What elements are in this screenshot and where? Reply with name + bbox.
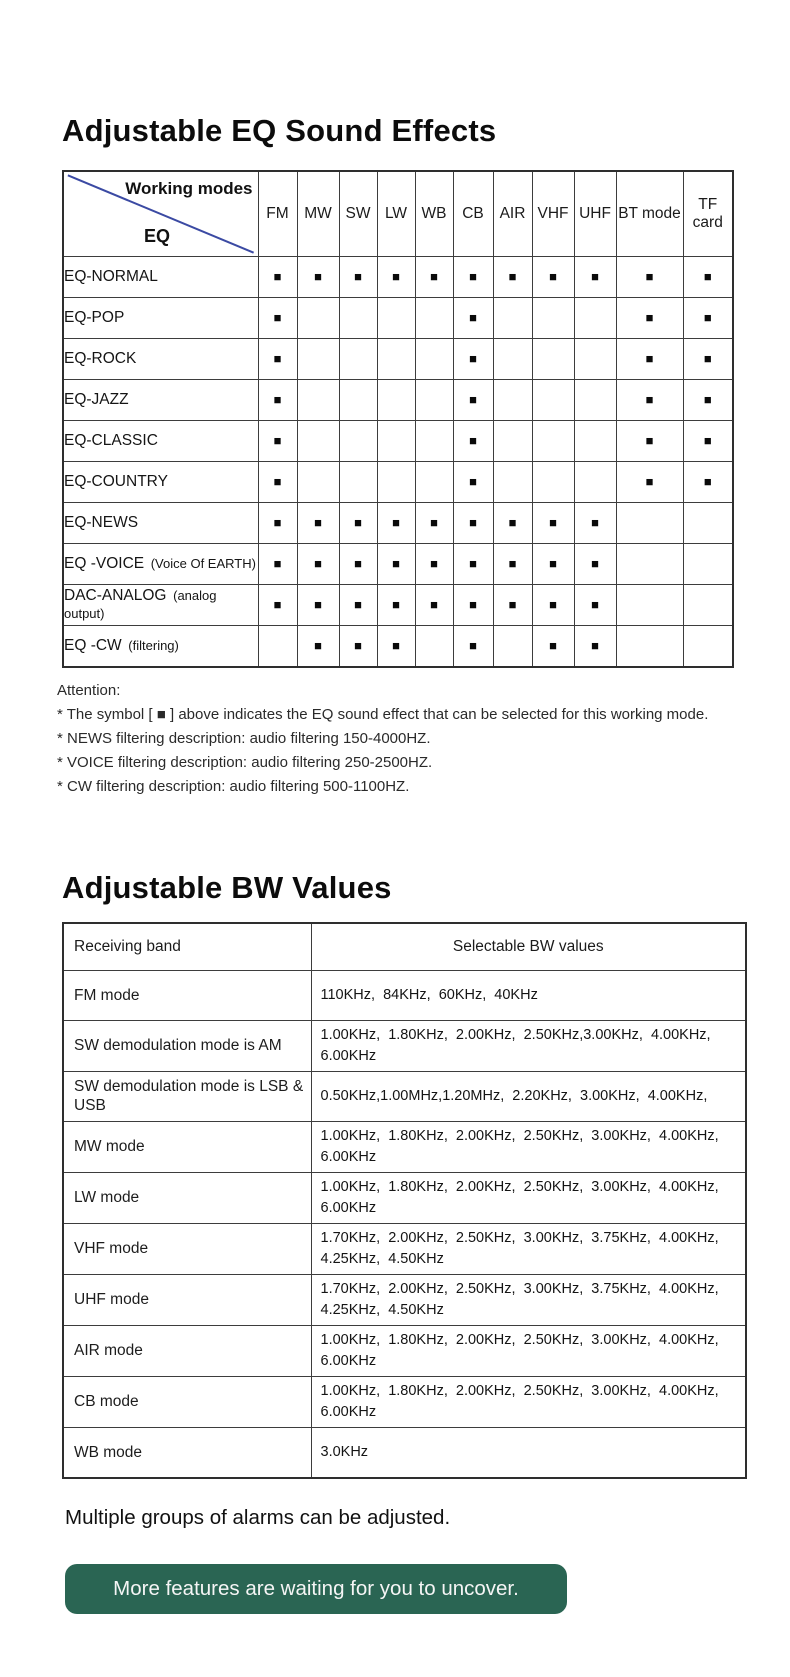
eq-mark-cell: ■ bbox=[453, 420, 493, 461]
eq-mark-cell: ■ bbox=[683, 338, 733, 379]
eq-row-label-text: DAC-ANALOG bbox=[64, 586, 167, 604]
eq-row-label bbox=[63, 502, 258, 543]
eq-mark-cell: ■ bbox=[574, 543, 616, 584]
eq-column-header: VHF bbox=[532, 171, 574, 257]
eq-mark-cell bbox=[339, 420, 377, 461]
eq-table-row bbox=[63, 297, 733, 338]
eq-mark-cell bbox=[493, 625, 532, 667]
bw-band-cell: MW mode bbox=[63, 1121, 311, 1172]
eq-column-header: WB bbox=[415, 171, 453, 257]
eq-row-label bbox=[63, 338, 258, 379]
bw-band-cell: SW demodulation mode is AM bbox=[63, 1020, 311, 1071]
eq-mark-cell: ■ bbox=[453, 625, 493, 667]
eq-mark-cell: ■ bbox=[616, 461, 683, 502]
eq-mark-cell: ■ bbox=[453, 256, 493, 297]
attention-line: * CW filtering description: audio filtering 500-1100HZ. bbox=[57, 777, 410, 795]
eq-table-row bbox=[63, 543, 733, 584]
bw-table-row bbox=[63, 1274, 746, 1325]
eq-row-label bbox=[63, 625, 258, 667]
eq-mark-cell: ■ bbox=[493, 584, 532, 625]
bw-header-receiving-band: Receiving band bbox=[63, 923, 311, 971]
attention-line: * VOICE filtering description: audio filtering 250-2500HZ. bbox=[57, 753, 433, 771]
eq-mark-cell bbox=[616, 584, 683, 625]
bw-table-row bbox=[63, 1020, 746, 1071]
eq-column-header: MW bbox=[297, 171, 339, 257]
attention-line: * The symbol [ ■ ] above indicates the EQ sound effect that can be selected for this working mode. bbox=[57, 705, 709, 723]
eq-mark-cell bbox=[377, 338, 415, 379]
eq-column-header: AIR bbox=[493, 171, 532, 257]
eq-mark-cell bbox=[574, 461, 616, 502]
eq-row-label-text: EQ-NEWS bbox=[64, 513, 139, 531]
eq-mark-cell: ■ bbox=[258, 543, 297, 584]
eq-mark-cell bbox=[493, 379, 532, 420]
eq-mark-cell bbox=[574, 297, 616, 338]
bw-section-title: Adjustable BW Values bbox=[62, 869, 392, 905]
eq-table-head bbox=[63, 171, 733, 257]
eq-mark-cell bbox=[415, 338, 453, 379]
eq-column-header: FM bbox=[258, 171, 297, 257]
eq-mark-cell bbox=[616, 625, 683, 667]
eq-mark-cell: ■ bbox=[574, 625, 616, 667]
bw-values-cell: 1.00KHz, 1.80KHz, 2.00KHz, 2.50KHz, 3.00KHz, 4.00KHz, 6.00KHz bbox=[311, 1121, 746, 1172]
eq-mark-cell bbox=[532, 338, 574, 379]
eq-mark-cell: ■ bbox=[493, 543, 532, 584]
eq-mark-cell: ■ bbox=[616, 297, 683, 338]
eq-mark-cell: ■ bbox=[532, 256, 574, 297]
eq-mark-cell bbox=[574, 420, 616, 461]
eq-mark-cell: ■ bbox=[339, 625, 377, 667]
eq-row-label-note: (filtering) bbox=[124, 637, 179, 653]
eq-mark-cell: ■ bbox=[532, 502, 574, 543]
eq-mark-cell: ■ bbox=[415, 256, 453, 297]
eq-mark-cell bbox=[297, 420, 339, 461]
bw-table-row bbox=[63, 970, 746, 1020]
bw-table-row bbox=[63, 1223, 746, 1274]
eq-mark-cell bbox=[493, 297, 532, 338]
eq-mark-cell: ■ bbox=[258, 338, 297, 379]
eq-mark-cell: ■ bbox=[258, 256, 297, 297]
bw-table-header-row bbox=[63, 923, 746, 971]
eq-mark-cell: ■ bbox=[415, 543, 453, 584]
eq-mark-cell bbox=[415, 297, 453, 338]
eq-table-row bbox=[63, 379, 733, 420]
eq-mark-cell bbox=[616, 502, 683, 543]
eq-mark-cell: ■ bbox=[258, 297, 297, 338]
eq-mark-cell bbox=[339, 379, 377, 420]
eq-row-label bbox=[63, 584, 258, 625]
eq-mark-cell bbox=[415, 420, 453, 461]
eq-mark-cell: ■ bbox=[616, 420, 683, 461]
eq-mark-cell: ■ bbox=[532, 543, 574, 584]
eq-mark-cell: ■ bbox=[258, 502, 297, 543]
eq-mark-cell: ■ bbox=[258, 379, 297, 420]
eq-column-header: SW bbox=[339, 171, 377, 257]
eq-table-corner-cell bbox=[63, 171, 258, 257]
eq-mark-cell: ■ bbox=[683, 297, 733, 338]
eq-mark-cell: ■ bbox=[574, 502, 616, 543]
bw-values-cell: 3.0KHz bbox=[311, 1427, 746, 1478]
eq-mark-cell bbox=[377, 297, 415, 338]
eq-column-header: UHF bbox=[574, 171, 616, 257]
more-features-button[interactable]: More features are waiting for you to uncover. bbox=[65, 1564, 567, 1614]
eq-mark-cell: ■ bbox=[297, 502, 339, 543]
eq-mark-cell: ■ bbox=[258, 584, 297, 625]
eq-row-label-text: EQ-COUNTRY bbox=[64, 472, 168, 490]
eq-mark-cell bbox=[683, 625, 733, 667]
eq-mark-cell bbox=[297, 297, 339, 338]
bw-table-body bbox=[63, 970, 746, 1478]
bw-values-cell: 1.00KHz, 1.80KHz, 2.00KHz, 2.50KHz, 3.00KHz, 4.00KHz, 6.00KHz bbox=[311, 1325, 746, 1376]
eq-column-header: CB bbox=[453, 171, 493, 257]
eq-mark-cell bbox=[532, 297, 574, 338]
bw-band-cell: FM mode bbox=[63, 970, 311, 1020]
eq-mark-cell: ■ bbox=[377, 584, 415, 625]
eq-mark-cell bbox=[616, 543, 683, 584]
bw-band-cell: AIR mode bbox=[63, 1325, 311, 1376]
eq-table-body bbox=[63, 256, 733, 667]
eq-column-header: LW bbox=[377, 171, 415, 257]
attention-block bbox=[57, 679, 790, 799]
eq-table-row bbox=[63, 584, 733, 625]
eq-table-row bbox=[63, 625, 733, 667]
eq-mark-cell: ■ bbox=[297, 543, 339, 584]
eq-mark-cell: ■ bbox=[616, 379, 683, 420]
eq-mark-cell: ■ bbox=[493, 256, 532, 297]
eq-mark-cell: ■ bbox=[493, 502, 532, 543]
eq-mark-cell bbox=[377, 420, 415, 461]
eq-mark-cell bbox=[493, 461, 532, 502]
bw-band-cell: VHF mode bbox=[63, 1223, 311, 1274]
bw-table-row bbox=[63, 1071, 746, 1121]
bw-band-cell: CB mode bbox=[63, 1376, 311, 1427]
eq-mark-cell: ■ bbox=[453, 379, 493, 420]
eq-mark-cell: ■ bbox=[415, 502, 453, 543]
eq-table-row bbox=[63, 461, 733, 502]
eq-row-label-note: (Voice Of EARTH) bbox=[147, 555, 256, 571]
attention-lines bbox=[57, 703, 790, 799]
bw-values-cell: 1.00KHz, 1.80KHz, 2.00KHz, 2.50KHz, 3.00KHz, 4.00KHz, 6.00KHz bbox=[311, 1376, 746, 1427]
eq-row-label bbox=[63, 461, 258, 502]
eq-mark-cell: ■ bbox=[297, 256, 339, 297]
eq-mark-cell: ■ bbox=[683, 256, 733, 297]
bw-values-cell: 110KHz, 84KHz, 60KHz, 40KHz bbox=[311, 970, 746, 1020]
eq-mark-cell bbox=[493, 338, 532, 379]
eq-mark-cell: ■ bbox=[683, 420, 733, 461]
eq-row-label bbox=[63, 420, 258, 461]
eq-mark-cell: ■ bbox=[532, 625, 574, 667]
eq-mark-cell: ■ bbox=[377, 256, 415, 297]
eq-mark-cell bbox=[415, 379, 453, 420]
bw-table-row bbox=[63, 1172, 746, 1223]
eq-mark-cell bbox=[415, 461, 453, 502]
eq-mark-cell: ■ bbox=[377, 625, 415, 667]
eq-mark-cell bbox=[493, 420, 532, 461]
bw-table-row bbox=[63, 1376, 746, 1427]
eq-table-row bbox=[63, 256, 733, 297]
eq-mark-cell: ■ bbox=[339, 543, 377, 584]
bw-band-cell: LW mode bbox=[63, 1172, 311, 1223]
eq-mark-cell bbox=[339, 297, 377, 338]
eq-mark-cell bbox=[339, 461, 377, 502]
eq-mark-cell: ■ bbox=[616, 256, 683, 297]
eq-mark-cell bbox=[532, 420, 574, 461]
eq-mark-cell bbox=[377, 461, 415, 502]
eq-row-label-text: EQ-ROCK bbox=[64, 349, 137, 367]
eq-mark-cell bbox=[532, 379, 574, 420]
bw-header-selectable-values: Selectable BW values bbox=[311, 923, 746, 971]
eq-mark-cell bbox=[683, 543, 733, 584]
alarms-note: Multiple groups of alarms can be adjusted. bbox=[65, 1505, 451, 1529]
corner-label-working-modes: Working modes bbox=[125, 178, 253, 198]
eq-mark-cell bbox=[683, 502, 733, 543]
eq-mark-cell: ■ bbox=[574, 584, 616, 625]
eq-row-label-text: EQ-JAZZ bbox=[64, 390, 129, 408]
eq-mark-cell: ■ bbox=[453, 502, 493, 543]
bw-values-cell: 0.50KHz,1.00MHz,1.20MHz, 2.20KHz, 3.00KHz, 4.00KHz, bbox=[311, 1071, 746, 1121]
bw-table bbox=[62, 922, 747, 1479]
eq-row-label-note: (analog output) bbox=[64, 587, 217, 621]
eq-mark-cell: ■ bbox=[616, 338, 683, 379]
eq-mark-cell: ■ bbox=[377, 502, 415, 543]
eq-mark-cell: ■ bbox=[258, 420, 297, 461]
eq-mark-cell: ■ bbox=[453, 338, 493, 379]
eq-mark-cell: ■ bbox=[377, 543, 415, 584]
bw-table-row bbox=[63, 1121, 746, 1172]
eq-column-header: BT mode bbox=[616, 171, 683, 257]
eq-mark-cell: ■ bbox=[683, 461, 733, 502]
eq-row-label bbox=[63, 543, 258, 584]
eq-table-row bbox=[63, 338, 733, 379]
eq-mark-cell bbox=[377, 379, 415, 420]
eq-mark-cell: ■ bbox=[297, 625, 339, 667]
bw-values-cell: 1.70KHz, 2.00KHz, 2.50KHz, 3.00KHz, 3.75KHz, 4.00KHz, 4.25KHz, 4.50KHz bbox=[311, 1274, 746, 1325]
bw-table-row bbox=[63, 1325, 746, 1376]
eq-row-label-text: EQ-POP bbox=[64, 308, 125, 326]
eq-mark-cell: ■ bbox=[453, 297, 493, 338]
eq-mark-cell: ■ bbox=[339, 502, 377, 543]
eq-mark-cell bbox=[297, 379, 339, 420]
bw-values-cell: 1.00KHz, 1.80KHz, 2.00KHz, 2.50KHz, 3.00KHz, 4.00KHz, 6.00KHz bbox=[311, 1172, 746, 1223]
eq-mark-cell bbox=[683, 584, 733, 625]
eq-mark-cell: ■ bbox=[453, 461, 493, 502]
eq-row-label bbox=[63, 256, 258, 297]
eq-row-label bbox=[63, 297, 258, 338]
eq-mark-cell: ■ bbox=[453, 584, 493, 625]
bw-band-cell: WB mode bbox=[63, 1427, 311, 1478]
bw-values-cell: 1.70KHz, 2.00KHz, 2.50KHz, 3.00KHz, 3.75KHz, 4.00KHz, 4.25KHz, 4.50KHz bbox=[311, 1223, 746, 1274]
eq-mark-cell: ■ bbox=[683, 379, 733, 420]
eq-mark-cell bbox=[339, 338, 377, 379]
eq-mark-cell: ■ bbox=[453, 543, 493, 584]
eq-mark-cell bbox=[415, 625, 453, 667]
eq-mark-cell bbox=[574, 379, 616, 420]
eq-column-header: TF card bbox=[683, 171, 733, 257]
eq-row-label bbox=[63, 379, 258, 420]
eq-mark-cell bbox=[574, 338, 616, 379]
attention-title: Attention: bbox=[57, 681, 121, 699]
eq-mark-cell: ■ bbox=[339, 256, 377, 297]
eq-table-header-row bbox=[63, 171, 733, 257]
eq-mark-cell: ■ bbox=[532, 584, 574, 625]
eq-table-row bbox=[63, 502, 733, 543]
eq-table-row bbox=[63, 420, 733, 461]
eq-mark-cell: ■ bbox=[574, 256, 616, 297]
eq-mark-cell: ■ bbox=[258, 461, 297, 502]
eq-row-label-text: EQ -VOICE bbox=[64, 554, 145, 572]
eq-row-label-text: EQ-NORMAL bbox=[64, 267, 158, 285]
bw-table-row bbox=[63, 1427, 746, 1478]
eq-row-label-text: EQ-CLASSIC bbox=[64, 431, 158, 449]
eq-mark-cell: ■ bbox=[339, 584, 377, 625]
bw-band-cell: UHF mode bbox=[63, 1274, 311, 1325]
eq-mark-cell bbox=[532, 461, 574, 502]
bw-band-cell: SW demodulation mode is LSB & USB bbox=[63, 1071, 311, 1121]
eq-mark-cell bbox=[297, 338, 339, 379]
corner-label-eq: EQ bbox=[144, 225, 171, 246]
eq-mark-cell bbox=[297, 461, 339, 502]
eq-mark-cell bbox=[258, 625, 297, 667]
bw-values-cell: 1.00KHz, 1.80KHz, 2.00KHz, 2.50KHz,3.00KHz, 4.00KHz, 6.00KHz bbox=[311, 1020, 746, 1071]
attention-line: * NEWS filtering description: audio filtering 150-4000HZ. bbox=[57, 729, 431, 747]
eq-mark-cell: ■ bbox=[297, 584, 339, 625]
eq-row-label-text: EQ -CW bbox=[64, 636, 122, 654]
eq-section-title: Adjustable EQ Sound Effects bbox=[62, 113, 497, 148]
eq-mark-cell: ■ bbox=[415, 584, 453, 625]
eq-table bbox=[62, 170, 734, 668]
